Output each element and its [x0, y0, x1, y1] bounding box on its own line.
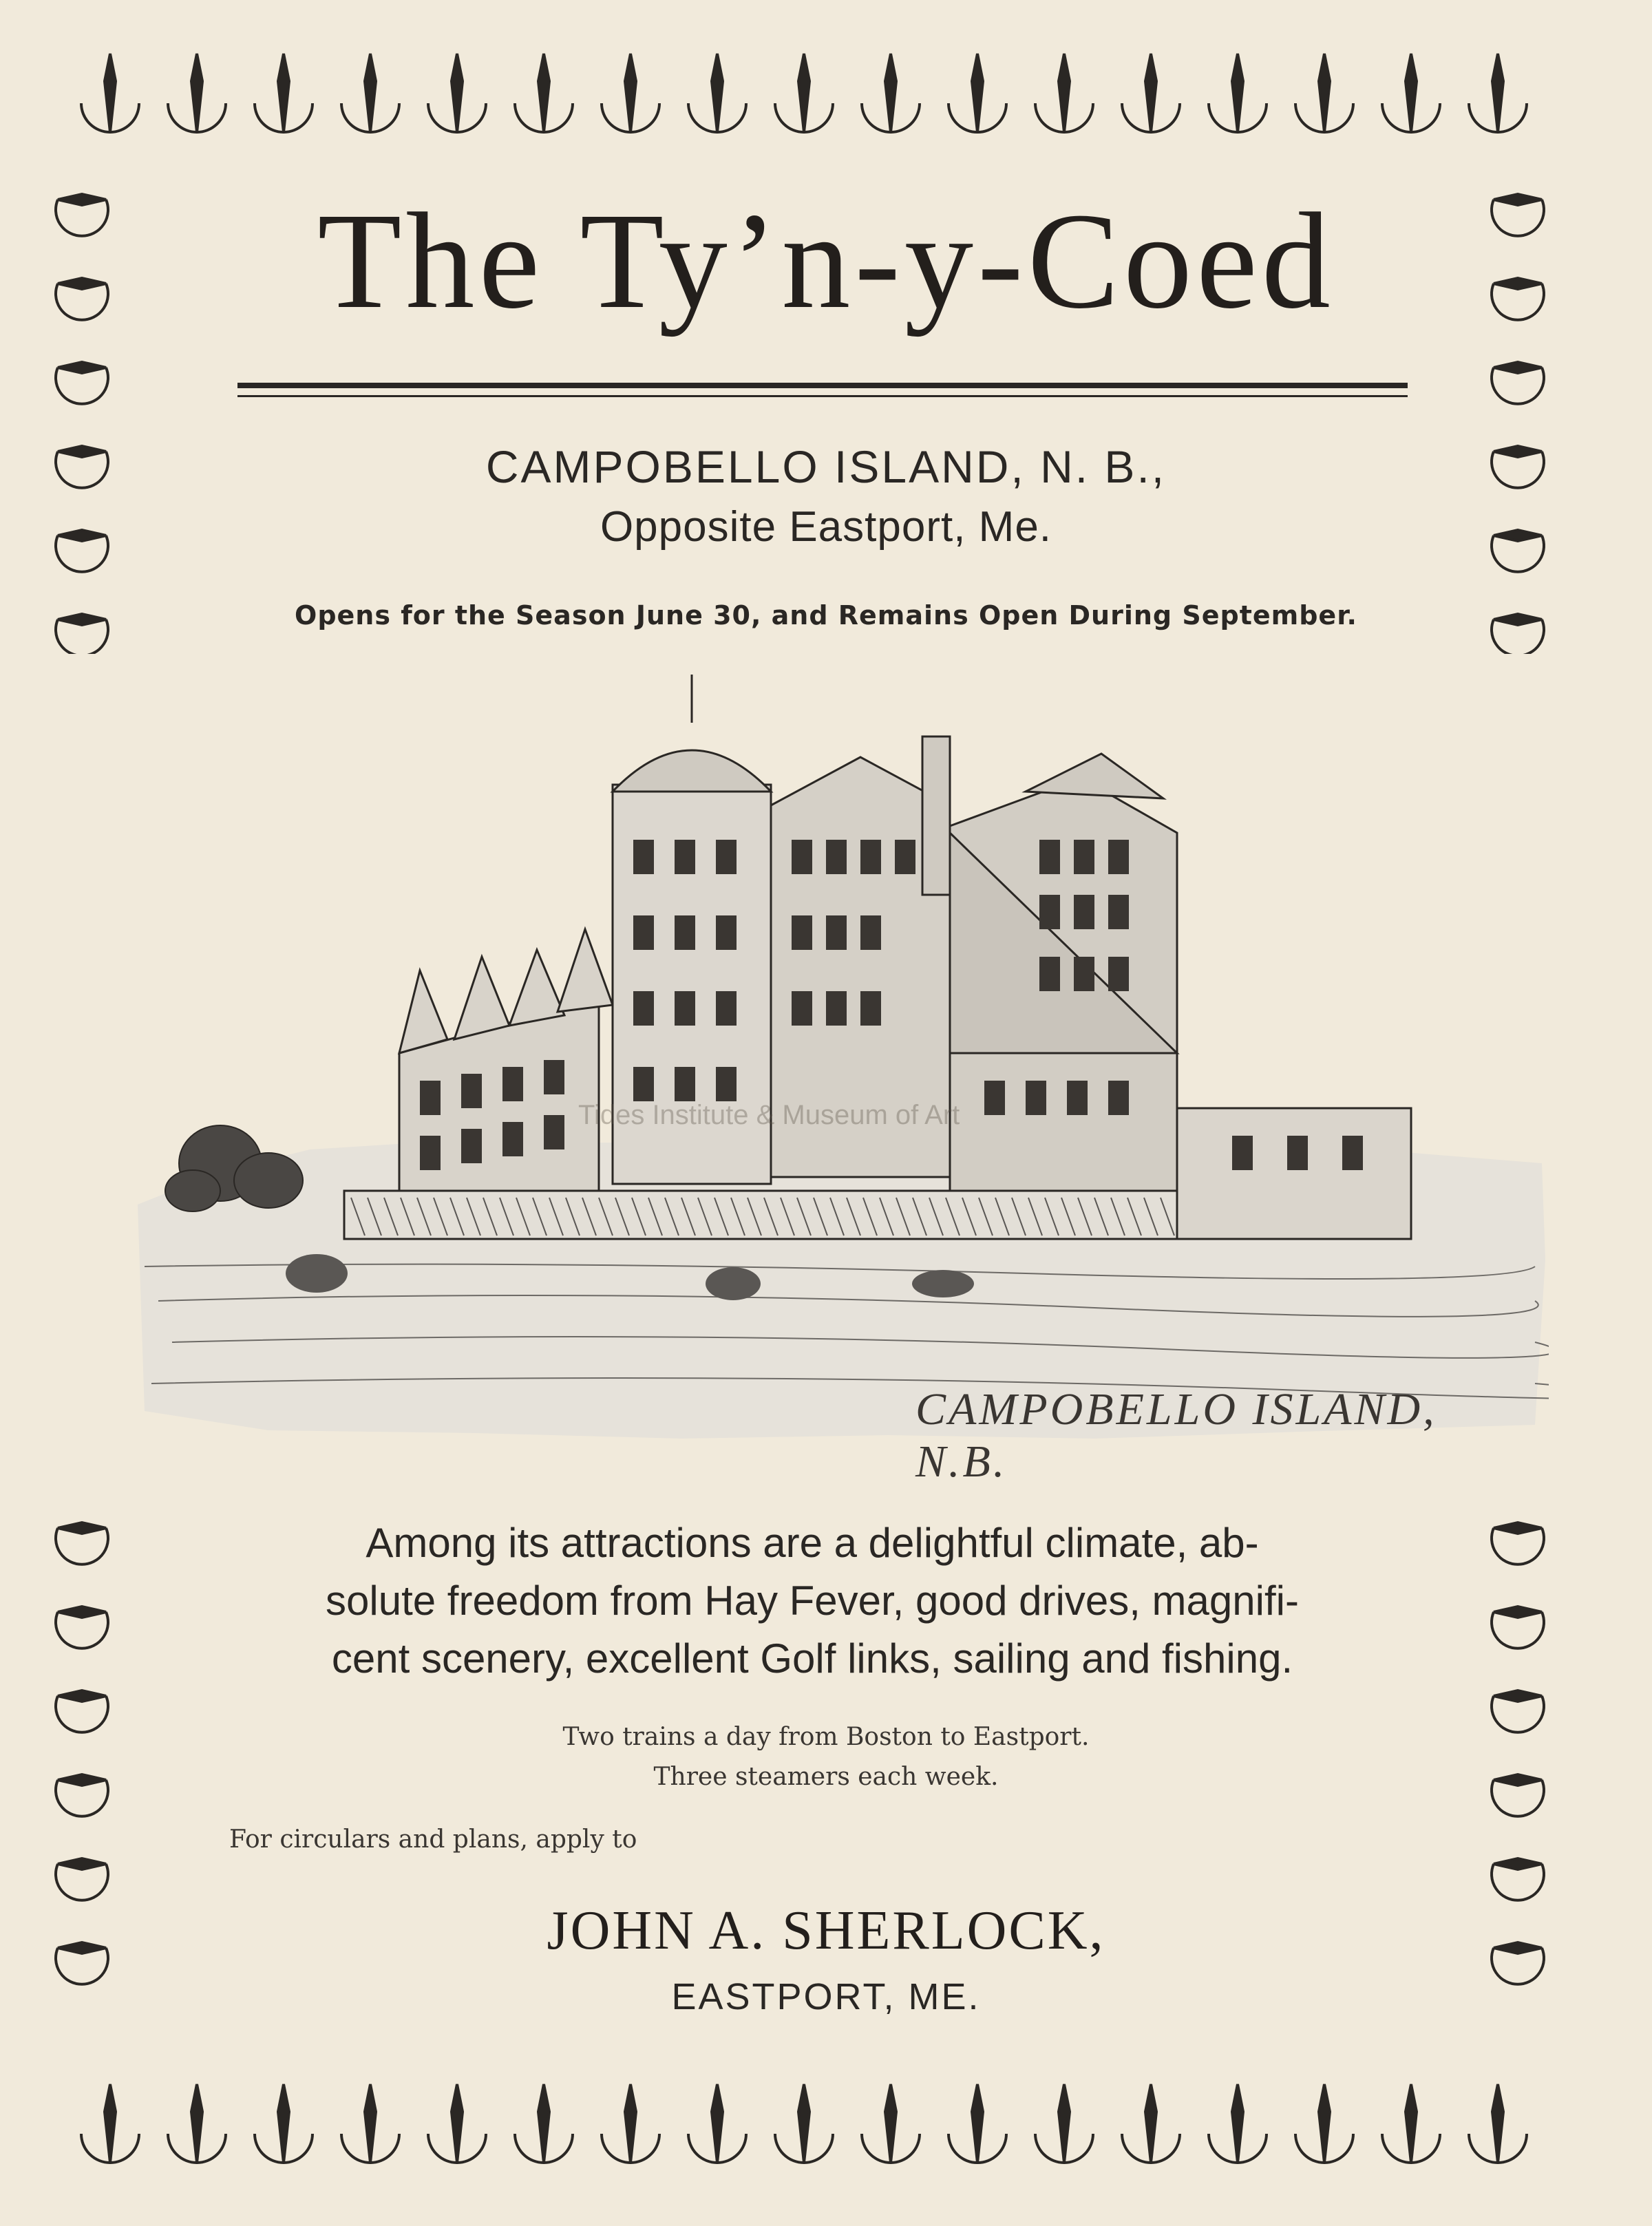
travel-info — [344, 1717, 1308, 1797]
contact-town: EASTPORT, ME. — [671, 1976, 981, 2017]
attractions-line: solute freedom from Hay Fever, good drives, magnifi- — [326, 1578, 1299, 1624]
ornamental-border-top — [48, 34, 1604, 165]
ornamental-border-bottom — [48, 2065, 1604, 2196]
ornamental-border-left-upper — [44, 158, 120, 654]
ornamental-border-left-lower — [44, 1487, 120, 2051]
attractions-line: Among its attractions are a delightful climate, ab- — [366, 1520, 1259, 1566]
apply-instruction: For circulars and plans, apply to — [229, 1825, 637, 1854]
location-line-1: CAMPOBELLO ISLAND, N. B., — [485, 441, 1167, 492]
trains-info: Two trains a day from Boston to Eastport. — [562, 1723, 1090, 1751]
title-rule-thin — [237, 395, 1408, 397]
title-rule-thick — [237, 383, 1408, 388]
ornamental-border-right-upper — [1480, 158, 1556, 654]
location-line-2: Opposite Eastport, Me. — [600, 503, 1052, 551]
attractions-line: cent scenery, excellent Golf links, sailing and fishing. — [331, 1635, 1293, 1682]
steamers-info: Three steamers each week. — [653, 1763, 999, 1791]
illustration-caption: CAMPOBELLO ISLAND, N.B. — [915, 1384, 1437, 1487]
attractions-paragraph — [227, 1514, 1397, 1688]
season-notice: Opens for the Season June 30, and Remains Open During September. — [295, 600, 1357, 630]
hotel-title: The Ty’n-y-Coed — [317, 185, 1335, 337]
watermark-text: Tides Institute & Museum of Art — [578, 1100, 960, 1130]
ornamental-border-right-lower — [1480, 1487, 1556, 2051]
contact-name: JOHN A. SHERLOCK, — [547, 1900, 1105, 1961]
hotel-illustration — [131, 668, 1549, 1452]
